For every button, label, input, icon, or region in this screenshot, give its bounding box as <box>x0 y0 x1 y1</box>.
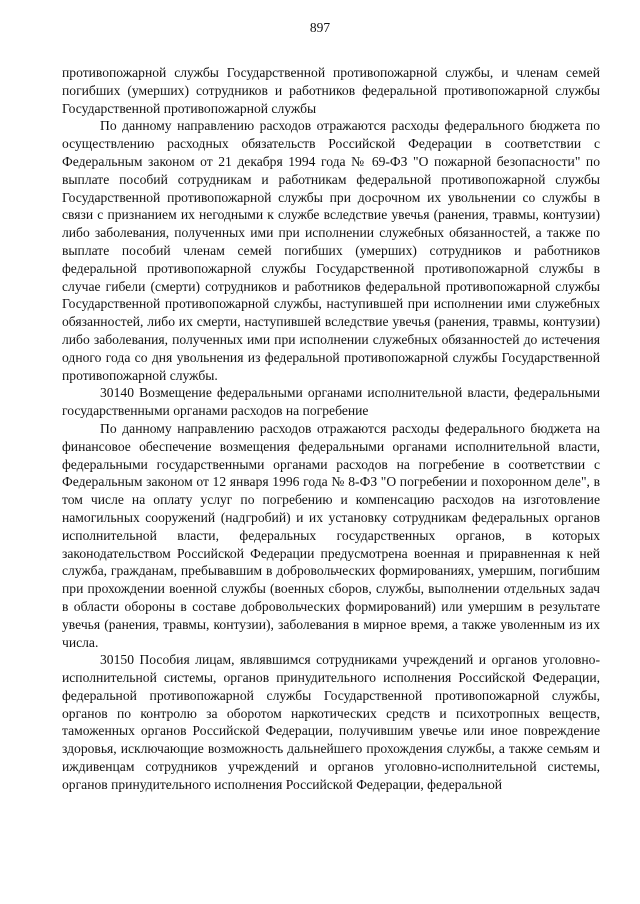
document-body <box>62 64 600 794</box>
paragraph-fire-service-benefits: По данному направлению расходов отражаются расходы федерального бюджета по осуществлению расходных обязательств Российской Федерации в соответствии с Федеральным законом от 21 декабря 1994 года № 69-ФЗ "О пожарной безопасности" по выплате пособий сотрудникам и работникам федеральной противопожарной службы Государственной противопожарной службы при досрочном их увольнении со службы в связи с признанием их негодными к службе вследствие увечья (ранения, травмы, контузии) либо заболевания, полученных ими при исполнении служебных обязанностей, а также по выплате пособий членам семей погибших (умерших) сотрудников и работников федеральной противопожарной службы Государственной противопожарной службы в случае гибели (смерти) сотрудников и работников федеральной противопожарной службы Государственной противопожарной службы, наступившей при исполнении ими служебных обязанностей, либо их смерти, наступившей вследствие увечья (ранения, травмы, контузии) либо заболевания, полученных ими при исполнении служебных обязанностей до истечения одного года со дня увольнения из федеральной противопожарной службы Государственной противопожарной службы. <box>62 118 600 383</box>
page-number: 897 <box>309 20 331 35</box>
paragraph-burial-expenses: По данному направлению расходов отражаются расходы федерального бюджета на финансовое обеспечение возмещения федеральными органами исполнительной власти, федеральными государственными органами расходов на погребение в соответствии с Федеральным законом от 12 января 1996 года № 8-ФЗ "О погребении и похоронном деле", в том числе на оплату услуг по погребению и компенсацию расходов на изготовление намогильных сооружений (надгробий) и их установку сотрудникам федеральных органов исполнительной власти, федеральных государственных органов, в которых законодательством Российской Федерации предусмотрена военная и приравненная к ней служба, гражданам, пребывавшим в добровольческих формированиях, умершим, погибшим при прохождении военной службы (военных сборов, службы, выполнении отдельных задач в области обороны в составе добровольческих формирований) или умершим в результате увечья (ранения, травмы, контузии), заболевания в мирное время, а также уволенным из их числа. <box>62 420 600 650</box>
paragraph-heading-30150: 30150 Пособия лицам, являвшимся сотрудниками учреждений и органов уголовно-исполнительной системы, органов принудительного исполнения Российской Федерации, федеральной противопожарной службы Государственной противопожарной службы, органов по контролю за оборотом наркотических средств и психотропных веществ, таможенных органов Российской Федерации, получившим увечье или иное повреждение здоровья, исключающие возможность дальнейшего прохождения службы, а также семьям и иждивенцам сотрудников учреждений и органов уголовно-исполнительной системы, органов принудительного исполнения Российской Федерации, федеральной <box>62 652 600 792</box>
paragraph-continuation: противопожарной службы Государственной противопожарной службы, и членам семей погибших (умерших) сотрудников и работников федеральной противопожарной службы Государственной противопожарной службы <box>62 65 600 116</box>
paragraph-heading-30140: 30140 Возмещение федеральными органами исполнительной власти, федеральными государственными органами расходов на погребение <box>62 385 600 419</box>
